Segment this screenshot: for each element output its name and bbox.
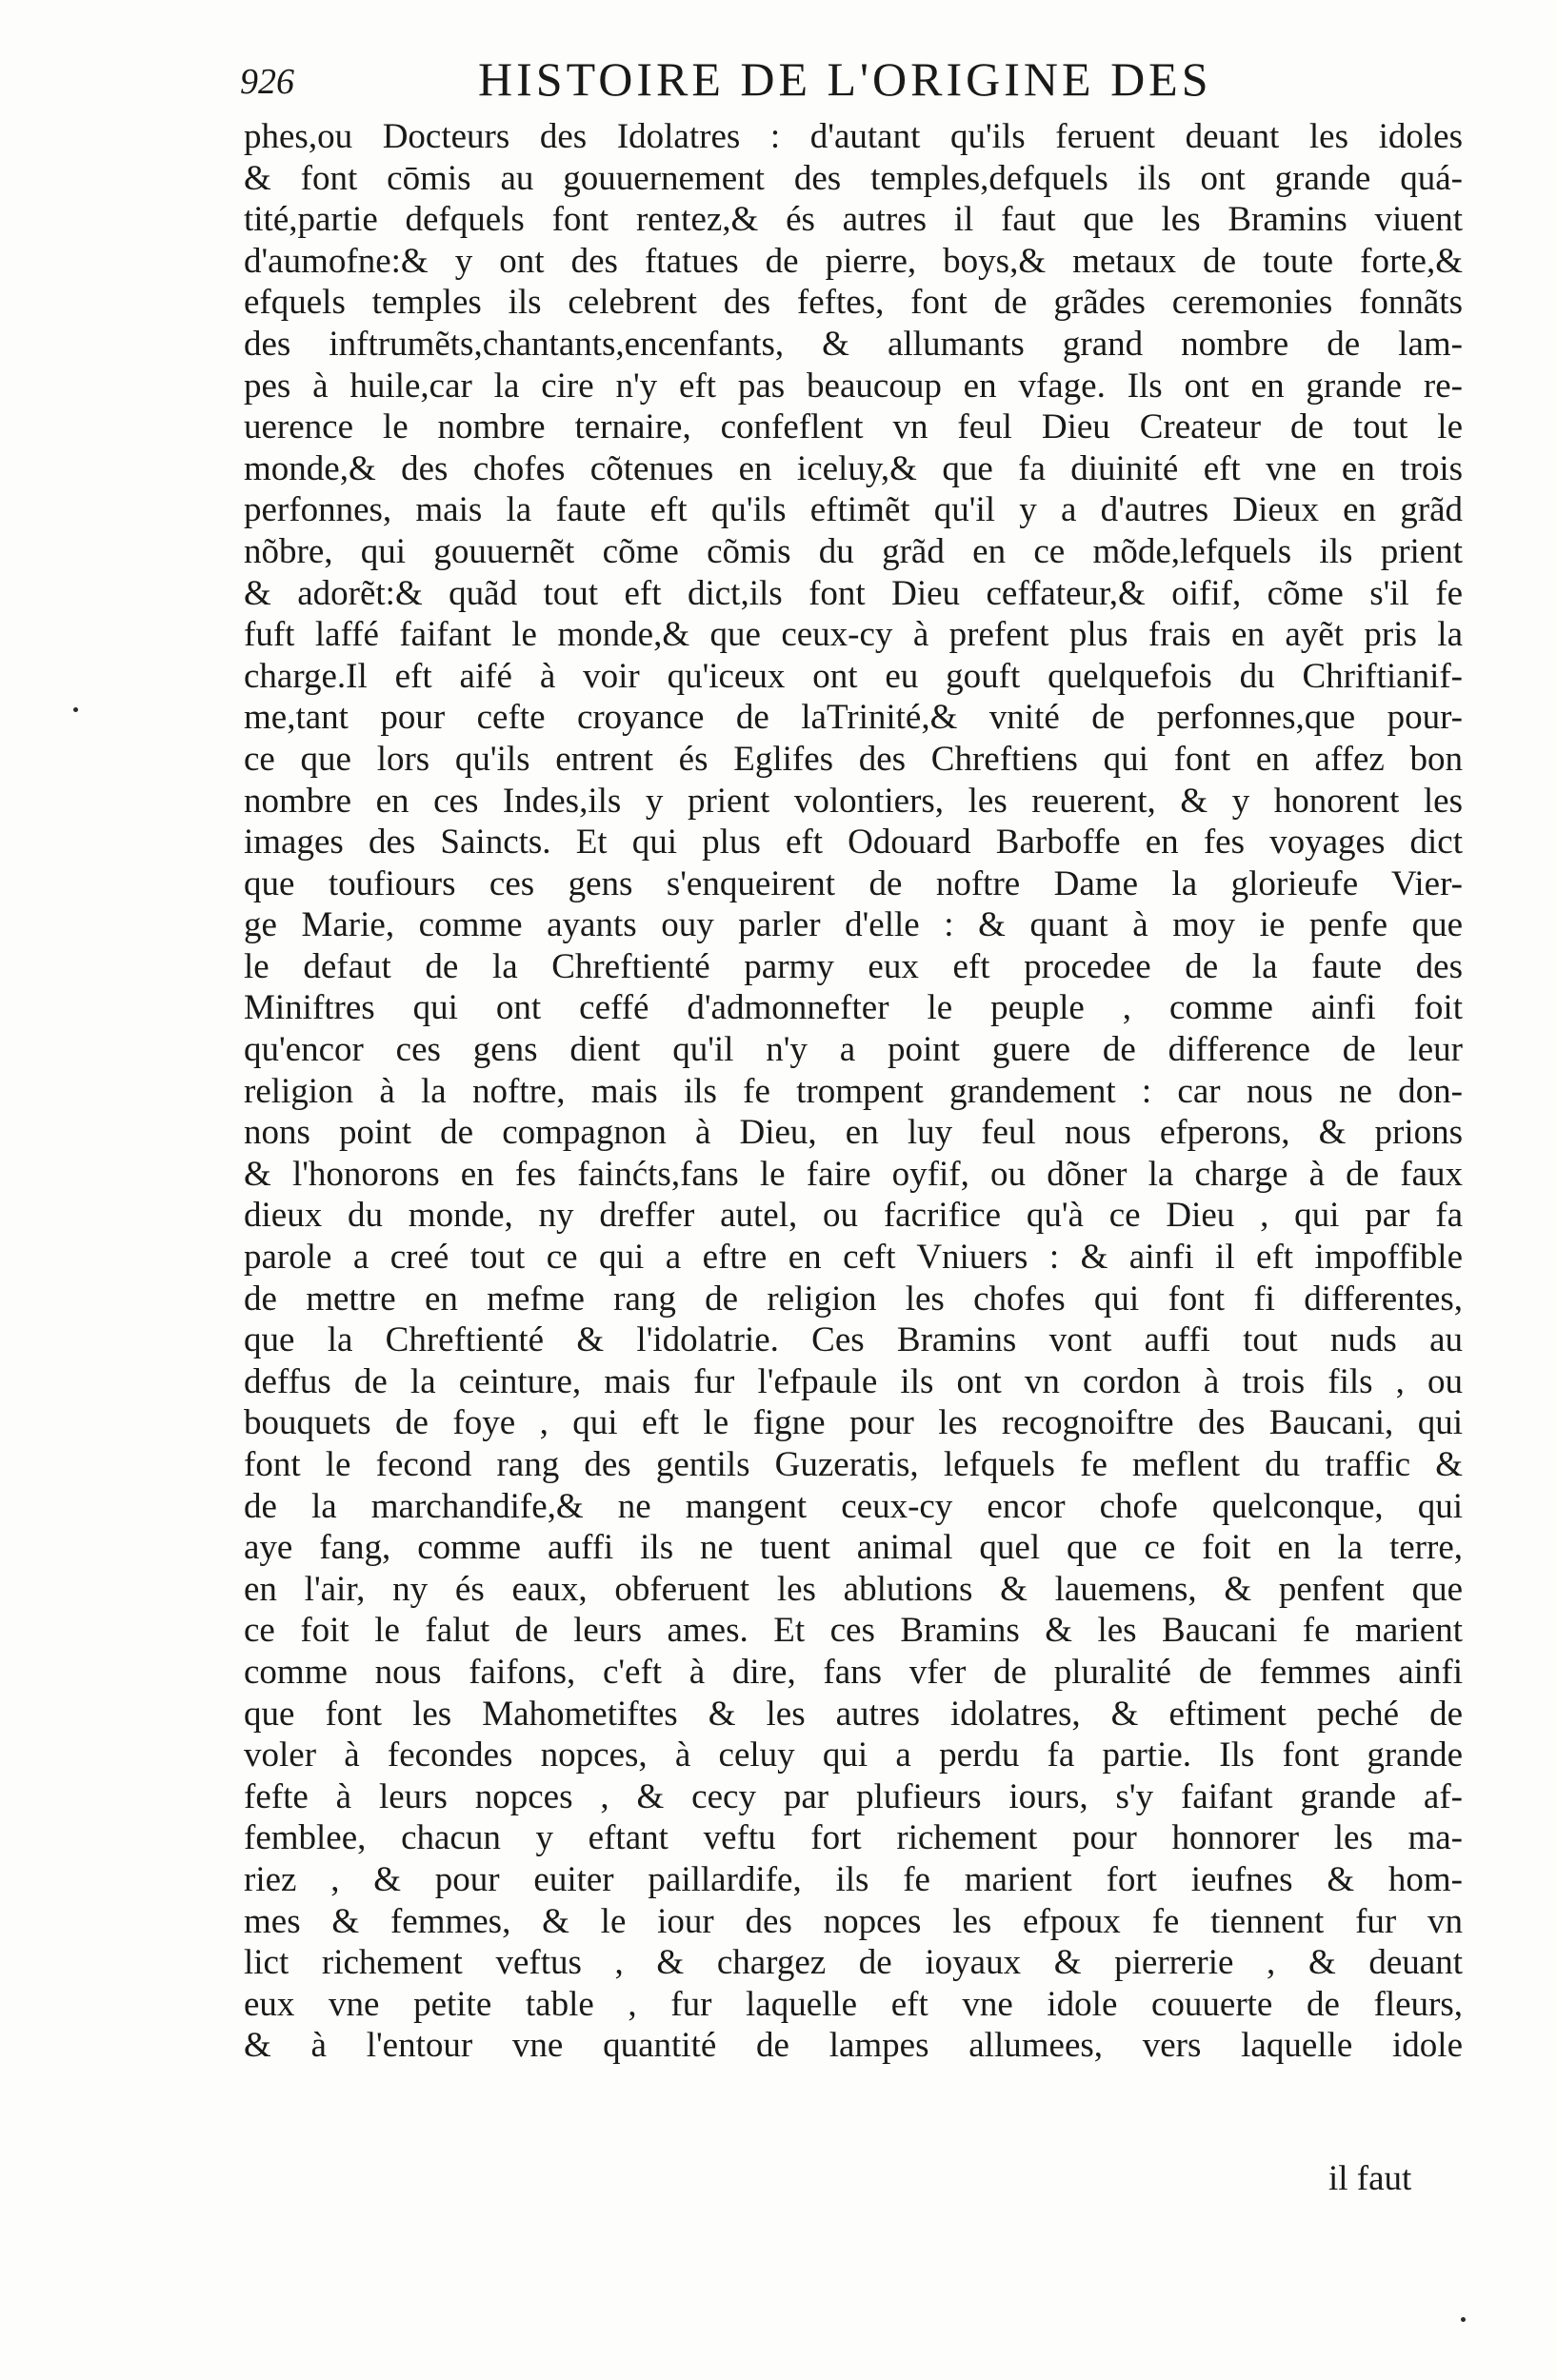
text-line: & l'honorons en fes fainćts,fans le faire oyfif, ou dõner la charge à de faux (244, 1154, 1463, 1194)
text-line: le defaut de la Chreftienté parmy eux eft procedee de la faute des (244, 946, 1463, 986)
ink-speck (1461, 2317, 1466, 2322)
text-line: & font cōmis au gouuernement des temples,defquels ils ont grande quá- (244, 158, 1463, 198)
text-line: fefte à leurs nopces , & cecy par plufieurs iours, s'y faifant grande af- (244, 1776, 1463, 1816)
text-line: que font les Mahometiftes & les autres idolatres, & eftiment peché de (244, 1694, 1463, 1734)
ink-speck (73, 707, 78, 712)
text-line: que la Chreftienté & l'idolatrie. Ces Bramins vont auffi tout nuds au (244, 1320, 1463, 1360)
text-line: & adorẽt:& quãd tout eft dict,ils font Dieu ceffateur,& oifif, cõme s'il fe (244, 573, 1463, 613)
text-line: eux vne petite table , fur laquelle eft vne idole couuerte de fleurs, (244, 1984, 1463, 2024)
text-line: font le fecond rang des gentils Guzeratis, lefquels fe meflent du traffic & (244, 1445, 1463, 1484)
text-line: des inftrumẽts,chantants,encenfants, & allumants grand nombre de lam- (244, 324, 1463, 364)
text-line: comme nous faifons, c'eft à dire, fans vfer de pluralité de femmes ainfi (244, 1652, 1463, 1692)
running-title: HISTOIRE DE L'ORIGINE DES (478, 52, 1212, 106)
text-line: aye fang, comme auffi ils ne tuent animal quel que ce foit en la terre, (244, 1528, 1463, 1568)
page-number: 926 (240, 62, 294, 102)
text-line: femblee, chacun y eftant veftu fort richement pour honnorer les ma- (244, 1818, 1463, 1858)
text-line: lict richement veftus , & chargez de ioyaux & pierrerie , & deuant (244, 1943, 1463, 1983)
text-line: bouquets de foye , qui eft le figne pour les recognoiftre des Baucani, qui (244, 1403, 1463, 1443)
text-line: pes à huile,car la cire n'y eft pas beaucoup en vfage. Ils ont en grande re- (244, 366, 1463, 406)
text-line: Miniftres qui ont ceffé d'admonnefter le peuple , comme ainfi foit (244, 988, 1463, 1028)
text-line: deffus de la ceinture, mais fur l'efpaule ils ont vn cordon à trois fils , ou (244, 1361, 1463, 1401)
text-line: fuft laffé faifant le monde,& que ceux-cy à prefent plus frais en ayẽt pris la (244, 615, 1463, 655)
text-line: d'aumofne:& y ont des ftatues de pierre, boys,& metaux de toute forte,& (244, 241, 1463, 281)
text-line: perfonnes, mais la faute eft qu'ils eftimẽt qu'il y a d'autres Dieux en grãd (244, 490, 1463, 530)
text-line: tité,partie defquels font rentez,& és autres il faut que les Bramins viuent (244, 200, 1463, 240)
text-line: en l'air, ny és eaux, obferuent les ablutions & lauemens, & penfent que (244, 1569, 1463, 1609)
text-line: & à l'entour vne quantité de lampes allumees, vers laquelle idole (244, 2026, 1463, 2066)
text-line: que toufiours ces gens s'enqueirent de noftre Dame la glorieufe Vier- (244, 863, 1463, 903)
text-line: voler à fecondes nopces, à celuy qui a perdu fa partie. Ils font grande (244, 1735, 1463, 1775)
text-line: de mettre en mefme rang de religion les chofes qui font fi differentes, (244, 1279, 1463, 1319)
text-line: religion à la noftre, mais ils fe trompent grandement : car nous ne don- (244, 1071, 1463, 1111)
text-line: qu'encor ces gens dient qu'il n'y a point guere de difference de leur (244, 1030, 1463, 1070)
text-line: parole a creé tout ce qui a eftre en ceft Vniuers : & ainfi il eft impoffible (244, 1238, 1463, 1278)
text-line: nons point de compagnon à Dieu, en luy feul nous efperons, & prions (244, 1113, 1463, 1153)
text-line: charge.Il eft aifé à voir qu'iceux ont eu gouft quelquefois du Chriftianif- (244, 656, 1463, 696)
text-line: nõbre, qui gouuernẽt cõme cõmis du grãd en ce mõde,lefquels ils prient (244, 531, 1463, 571)
text-line: efquels temples ils celebrent des feftes, font de grãdes ceremonies fonnãts (244, 283, 1463, 323)
catchword: il faut (1328, 2159, 1412, 2198)
text-line: de la marchandife,& ne mangent ceux-cy encor chofe quelconque, qui (244, 1486, 1463, 1526)
text-line: dieux du monde, ny dreffer autel, ou facrifice qu'à ce Dieu , qui par fa (244, 1196, 1463, 1236)
body-text (244, 116, 1463, 2067)
text-line: ce foit le falut de leurs ames. Et ces Bramins & les Baucani fe marient (244, 1611, 1463, 1651)
text-line: images des Saincts. Et qui plus eft Odouard Barboffe en fes voyages dict (244, 823, 1463, 863)
text-line: monde,& des chofes cõtenues en iceluy,& que fa diuinité eft vne en trois (244, 448, 1463, 488)
text-line: ce que lors qu'ils entrent és Eglifes des Chreftiens qui font en affez bon (244, 739, 1463, 779)
text-line: riez , & pour euiter paillardife, ils fe marient fort ieufnes & hom- (244, 1859, 1463, 1899)
text-line: me,tant pour cefte croyance de laTrinité,& vnité de perfonnes,que pour- (244, 698, 1463, 738)
text-line: nombre en ces Indes,ils y prient volontiers, les reuerent, & y honorent les (244, 781, 1463, 821)
page-header (240, 48, 1249, 114)
text-line: ge Marie, comme ayants ouy parler d'elle : & quant à moy ie penfe que (244, 905, 1463, 945)
text-line: phes,ou Docteurs des Idolatres : d'autant qu'ils feruent deuant les idoles (244, 117, 1463, 156)
text-line: mes & femmes, & le iour des nopces les efpoux fe tiennent fur vn (244, 1901, 1463, 1941)
text-line: uerence le nombre ternaire, confeflent vn feul Dieu Createur de tout le (244, 407, 1463, 447)
